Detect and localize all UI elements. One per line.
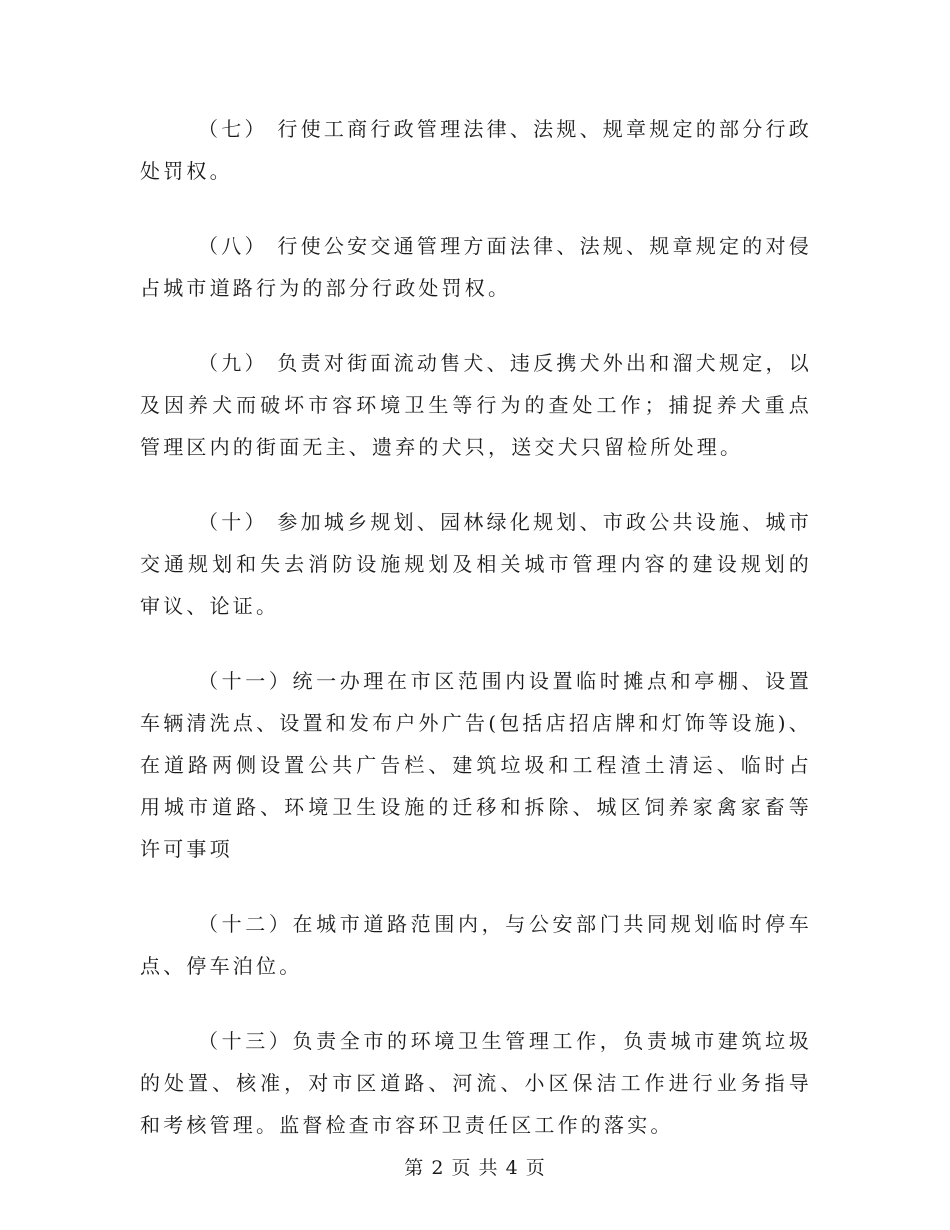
paragraph-item-7: （七） 行使工商行政管理法律、法规、规章规定的部分行政处罚权。 [140,117,812,183]
footer-suffix: 页 [525,1157,546,1179]
paragraph-item-12: （十二）在城市道路范围内，与公安部门共同规划临时停车点、停车泊位。 [140,912,812,978]
paragraph-item-9: （九） 负责对街面流动售犬、违反携犬外出和溜犬规定，以及因养犬而破坏市容环境卫生等行为的查处工作；捕捉养犬重点管理区内的街面无主、遗弃的犬只，送交犬只留检所处理。 [140,351,812,459]
footer-middle: 页 共 [451,1157,499,1179]
page-footer [0,1155,950,1181]
paragraph-item-10: （十） 参加城乡规划、园林绿化规划、市政公共设施、城市交通规划和失去消防设施规划及相关城市管理内容的建设规划的审议、论证。 [140,510,812,618]
footer-current-page: 2 [431,1157,445,1179]
paragraph-item-11: （十一）统一办理在市区范围内设置临时摊点和亭棚、设置车辆清洗点、设置和发布户外广告(包括店招店牌和灯饰等设施)、在道路两侧设置公共广告栏、建筑垃圾和工程渣土清运、临时占用城市道路、环境卫生设施的迁移和拆除、城区饲养家禽家畜等许可事项 [140,669,812,861]
footer-total-pages: 4 [505,1157,519,1179]
paragraph-item-8: （八） 行使公安交通管理方面法律、法规、规章规定的对侵占城市道路行为的部分行政处罚权。 [140,234,812,300]
footer-prefix: 第 [404,1157,425,1179]
paragraph-item-13: （十三）负责全市的环境卫生管理工作，负责城市建筑垃圾的处置、核准，对市区道路、河流、小区保洁工作进行业务指导和考核管理。监督检查市容环卫责任区工作的落实。 [140,1029,812,1137]
document-body [140,108,812,1179]
